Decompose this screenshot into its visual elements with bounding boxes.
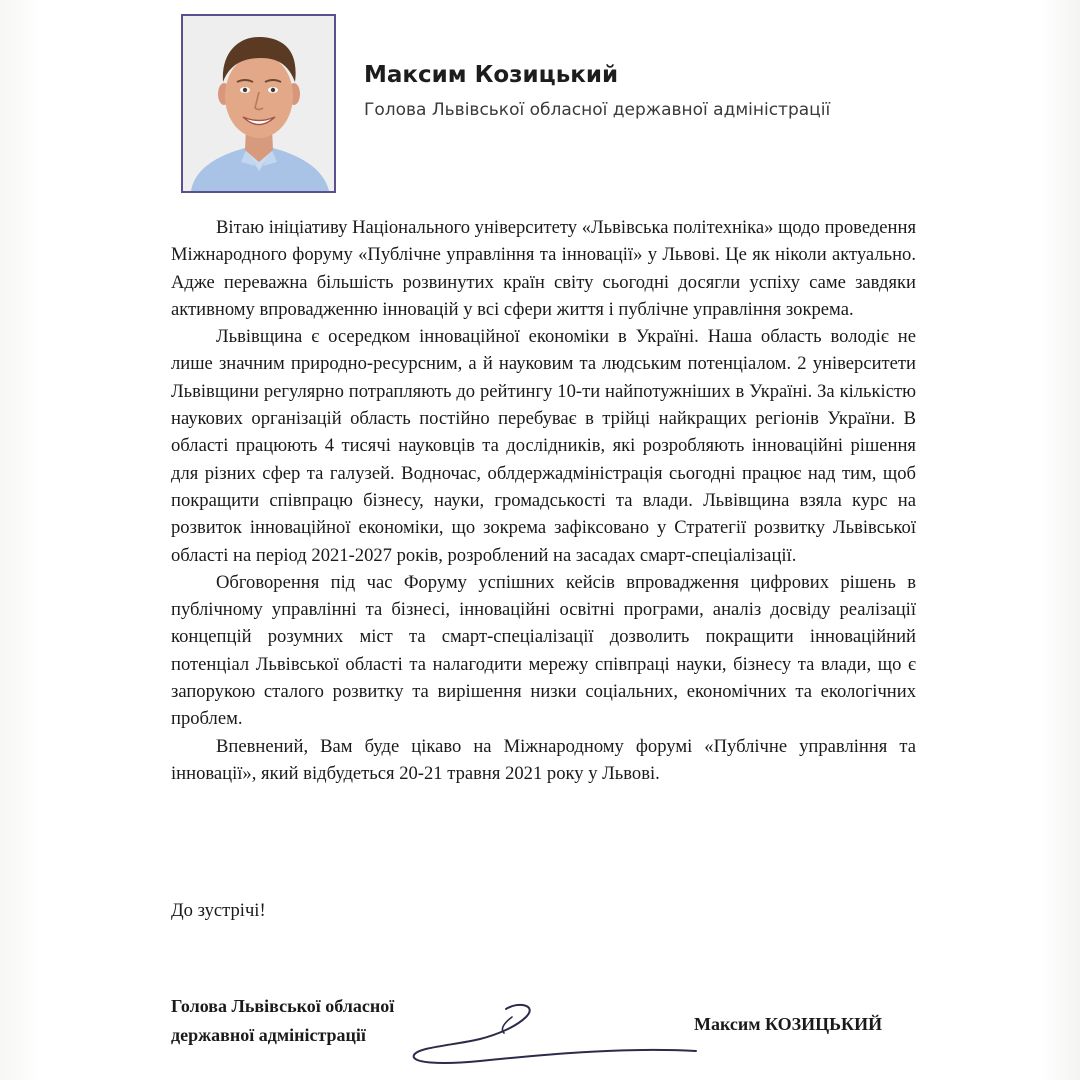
paragraph: Впевнений, Вам буде цікаво на Міжнародному форумі «Публічне управління та інновації», який відбудеться 20-21 травня 2021 року у Львові. [171,735,916,784]
signer-position-line: державної адміністрації [171,1025,366,1045]
portrait-illustration [183,16,334,191]
handwritten-signature [400,995,700,1070]
letter-body [171,214,916,787]
author-position: Голова Львівської обласної державної адміністрації [364,100,831,120]
closing-line: До зустрічі! [171,900,266,921]
paragraph: Вітаю ініціативу Національного університету «Львівська політехніка» щодо проведення Міжнародного форуму «Публічне управління та інновації» у Львові. Це як ніколи актуально. Адже переважна більшість розвинутих країн світу сьогодні досягли успіху саме завдяки активному впровадженню інновацій у всі сфери життя і публічне управління зокрема. [171,217,916,320]
paragraph: Обговорення під час Форуму успішних кейсів впровадження цифрових рішень в публічному управлінні та бізнесі, інноваційні освітні програми, аналіз досвіду реалізації концепцій розумних міст та смарт-спеціалізації дозволить покращити інноваційний потенціал Львівської області та налагодити мережу співпраці науки, бізнесу та влади, що є запорукою сталого розвитку та вирішення низки соціальних, економічних та екологічних проблем. [171,571,916,730]
paragraph: Львівщина є осередком інноваційної економіки в Україні. Наша область володіє не лише значним природно-ресурсним, а й науковим та людським потенціалом. 2 університети Львівщини регулярно потрапляють до рейтингу 10-ти найпотужніших в Україні. За кількістю наукових організацій область постійно перебуває в трійці найкращих регіонів України. В області працюють 4 тисячі науковців та дослідників, які розробляють інноваційні рішення для різних сфер та галузей. Водночас, облдержадміністрація сьогодні працює над тим, щоб покращити співпрацю бізнесу, науки, громадськості та влади. Львівщина взяла курс на розвиток інноваційної економіки, що зокрема зафіксовано у Стратегії розвитку Львівської області на період 2021-2027 років, розроблений на засадах смарт-спеціалізації. [171,326,916,566]
portrait-photo [181,14,336,193]
signer-name: Максим КОЗИЦЬКИЙ [694,1014,883,1034]
signer-position-line: Голова Львівської обласної [171,996,395,1016]
author-name: Максим Козицький [364,62,619,88]
signer-position [171,992,394,1050]
